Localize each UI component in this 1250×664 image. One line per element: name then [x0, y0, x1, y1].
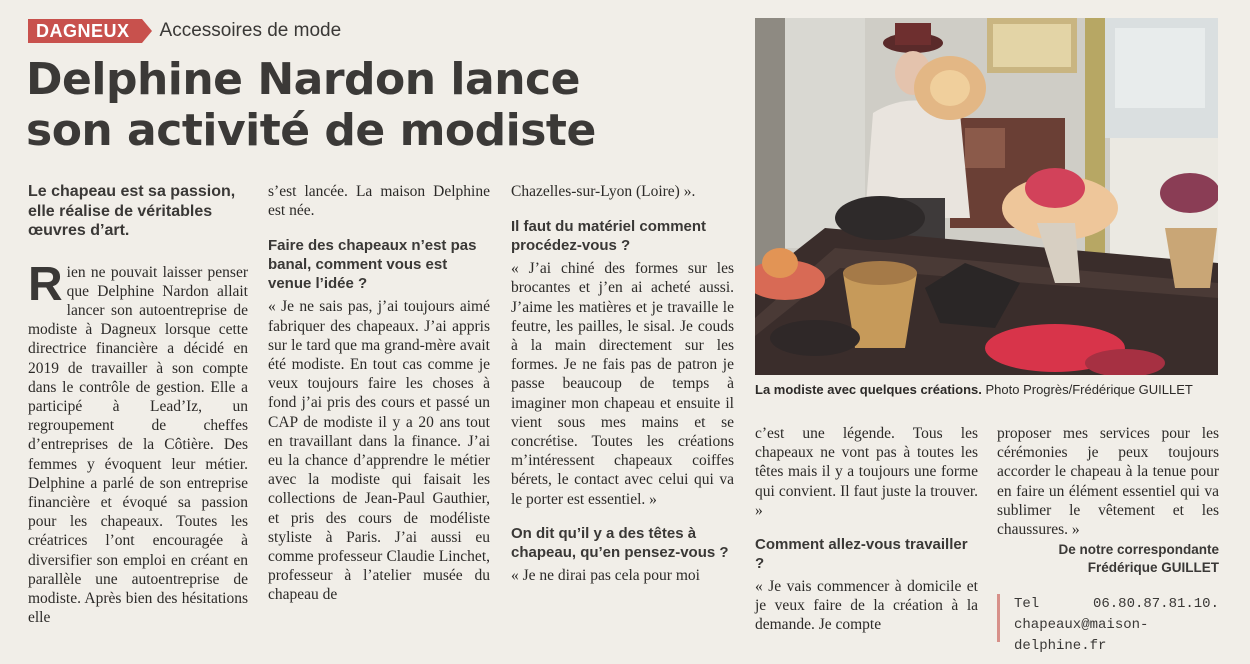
question-heading: Faire des chapeaux n’est pas banal, comment vous est venue l’idée ? — [268, 237, 477, 293]
article-column-4 — [755, 424, 978, 635]
caption-text: La modiste avec quelques créations. — [755, 382, 982, 397]
body-paragraph: proposer mes services pour les cérémonies je peux toujours accorder le chapeau à la tenue pour en faire un élément essentiel qui va sublimer le vêtement et les chaussures. » — [997, 425, 1219, 539]
milliner-photo-illustration — [755, 18, 1218, 375]
byline-role: De notre correspondante — [1058, 542, 1219, 558]
photo-credit: Photo Progrès/Frédérique GUILLET — [985, 382, 1193, 397]
article-column-5 — [997, 424, 1219, 577]
location-tag: DAGNEUX — [28, 19, 142, 43]
body-paragraph: « Je ne sais pas, j’ai toujours aimé fabriquer des chapeaux. J’ai appris sur le tard que ma grand-mère avait été modiste. En tout cas comme je veux toujours faire les choses à fond j’ai pris des cours et passé un CAP de modiste il y a 20 ans tout en travaillant dans la finance. J’ai eu la chance d’apprendre le métier avec la modiste qui faisait les collections de Jean-Paul Gauthier, et pris des cours de modéliste styliste à Paris. J’ai aussi eu comme professeur Claudie Linchet, professeur à l’atelier musée du chapeau de — [268, 298, 490, 604]
body-paragraph: « J’ai chiné des formes sur les brocantes et j’en ai acheté aussi. J’aime les matières et je travaille le feutre, les pailles, le sisal. Je couds à la main directement sur les formes. Je ne fais pas de patron je passe beaucoup de temps à imaginer mon chapeau et ensuite il vient sous mes mains et se concrétise. Toutes les créations m’intéressent chapeaux coiffes bérets, le contact avec celui qui va le porter est essentiel. » — [511, 260, 734, 508]
body-paragraph: Chazelles-sur-Lyon (Loire) ». — [511, 183, 696, 200]
headline — [26, 54, 746, 156]
article-column-2 — [268, 182, 490, 605]
article-column-3 — [511, 182, 734, 585]
body-paragraph: « Je vais commencer à domicile et je veux faire de la création à la demande. Je compte — [755, 578, 978, 634]
body-text: ien ne pouvait laisser penser que Delphine Nardon allait lancer son autoentreprise de modiste à Dagneux lorsque cette directrice financière a décidé en 2019 de travailler à son compte dans le contrôle de gestion. Elle a participé à Lead’Iz, un regroupement de cheffes d’entreprises de la Côtière. Des femmes y évoquent leur métier. Delphine a parlé de son entreprise financière et évoqué sa passion pour les chapeaux. Toutes les créatrices l’ont encouragée à diversifier son emploi en créant en parallèle une autoentreprise de modiste. Après bien des hésitations elle — [28, 263, 248, 627]
body-paragraph: s’est lancée. La maison Delphine est née. — [268, 183, 490, 220]
rubric-header — [28, 19, 341, 43]
headline-line-1: Delphine Nardon lance — [26, 54, 580, 105]
body-paragraph-1 — [28, 257, 248, 628]
section-name: Accessoires de mode — [159, 20, 342, 41]
byline-author: Frédérique GUILLET — [1087, 560, 1219, 576]
lead-paragraph: Le chapeau est sa passion, elle réalise de véritables œuvres d’art. — [28, 183, 236, 239]
body-paragraph: « Je ne dirai pas cela pour moi — [511, 566, 700, 584]
photo-caption — [755, 382, 1193, 397]
headline-line-2: son activité de modiste — [26, 105, 596, 156]
contact-box: Tel 06.80.87.81.10. chapeaux@maison-delphine.fr — [997, 594, 1219, 642]
drop-cap: R — [28, 257, 63, 311]
question-heading: Il faut du matériel comment procédez-vous ? — [511, 218, 707, 255]
article-photo — [755, 18, 1218, 375]
question-heading: On dit qu’il y a des têtes à chapeau, qu’en pensez-vous ? — [511, 524, 729, 561]
body-paragraph: c’est une légende. Tous les chapeaux ne vont pas à toutes les têtes mais il y a toujours une forme qui convient. Il faut juste la trouver. » — [755, 425, 978, 519]
article-column-1 — [28, 182, 248, 627]
question-heading: Comment allez-vous travailler ? — [755, 536, 968, 573]
